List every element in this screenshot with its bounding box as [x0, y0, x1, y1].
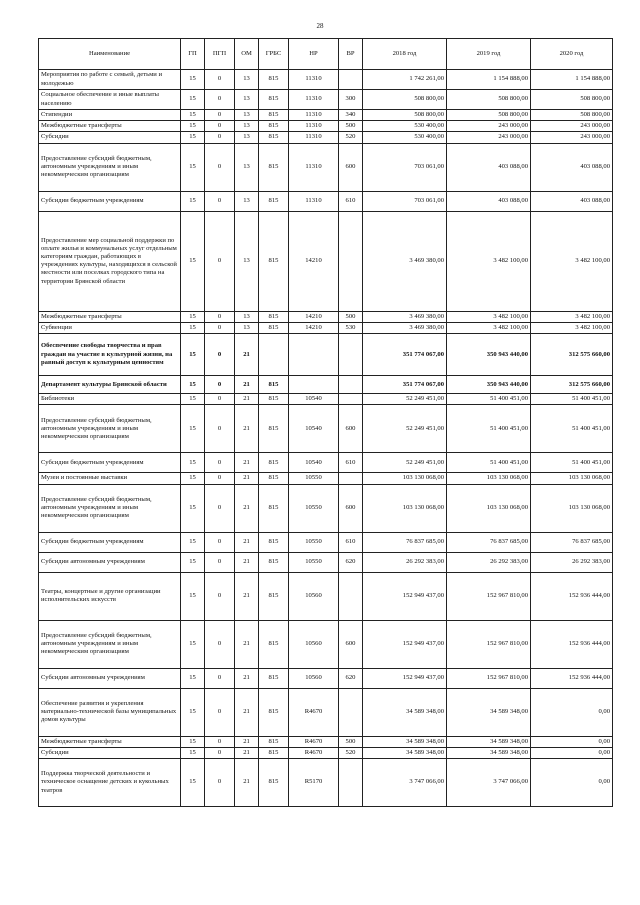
- cell-gp: 15: [181, 484, 205, 532]
- table-row: [39, 394, 613, 405]
- table-row: [39, 121, 613, 132]
- cell-vr: 520: [339, 132, 363, 143]
- cell-y2020: 243 000,00: [531, 121, 613, 132]
- cell-vr: 610: [339, 532, 363, 552]
- table-row: [39, 759, 613, 807]
- cell-y2020: 152 936 444,00: [531, 620, 613, 668]
- header-cell: 2019 год: [447, 39, 531, 70]
- cell-name: Библиотеки: [39, 394, 181, 405]
- cell-nr: 11310: [289, 121, 339, 132]
- cell-grbs: 815: [259, 322, 289, 333]
- cell-y2020: 51 400 451,00: [531, 453, 613, 473]
- cell-grbs: 815: [259, 191, 289, 211]
- cell-y2019: 3 482 100,00: [447, 211, 531, 311]
- cell-y2018: 52 249 451,00: [363, 453, 447, 473]
- cell-pgp: 0: [205, 191, 235, 211]
- cell-pgp: 0: [205, 688, 235, 736]
- cell-om: 21: [235, 473, 259, 484]
- cell-y2019: 51 400 451,00: [447, 405, 531, 453]
- cell-y2020: 0,00: [531, 688, 613, 736]
- cell-om: 21: [235, 759, 259, 807]
- cell-vr: 500: [339, 736, 363, 747]
- cell-vr: 600: [339, 143, 363, 191]
- cell-y2020: 3 482 100,00: [531, 322, 613, 333]
- cell-y2019: 403 088,00: [447, 143, 531, 191]
- cell-name: Субсидии автономным учреждениям: [39, 552, 181, 572]
- cell-pgp: 0: [205, 532, 235, 552]
- cell-vr: 610: [339, 191, 363, 211]
- cell-name: Субсидии автономным учреждениям: [39, 668, 181, 688]
- cell-y2018: 34 589 348,00: [363, 688, 447, 736]
- cell-y2020: 508 800,00: [531, 90, 613, 110]
- cell-y2018: 703 061,00: [363, 191, 447, 211]
- cell-pgp: 0: [205, 394, 235, 405]
- cell-om: 21: [235, 736, 259, 747]
- cell-vr: 520: [339, 747, 363, 758]
- cell-om: 21: [235, 552, 259, 572]
- cell-gp: 15: [181, 132, 205, 143]
- cell-om: 21: [235, 668, 259, 688]
- cell-y2018: 351 774 067,00: [363, 334, 447, 376]
- cell-y2018: 3 469 380,00: [363, 322, 447, 333]
- cell-om: 13: [235, 121, 259, 132]
- cell-nr: 14210: [289, 322, 339, 333]
- cell-gp: 15: [181, 688, 205, 736]
- cell-vr: 600: [339, 620, 363, 668]
- cell-om: 21: [235, 484, 259, 532]
- cell-nr: R4670: [289, 688, 339, 736]
- cell-grbs: 815: [259, 132, 289, 143]
- header-cell: ОМ: [235, 39, 259, 70]
- cell-nr: 10540: [289, 394, 339, 405]
- cell-pgp: 0: [205, 668, 235, 688]
- header-cell: ГП: [181, 39, 205, 70]
- cell-y2019: 1 154 888,00: [447, 70, 531, 90]
- cell-pgp: 0: [205, 121, 235, 132]
- cell-nr: 10560: [289, 572, 339, 620]
- cell-vr: 620: [339, 668, 363, 688]
- cell-y2019: 51 400 451,00: [447, 394, 531, 405]
- cell-om: 13: [235, 132, 259, 143]
- cell-gp: 15: [181, 143, 205, 191]
- cell-y2020: 103 130 068,00: [531, 473, 613, 484]
- cell-vr: 600: [339, 405, 363, 453]
- cell-y2018: 351 774 067,00: [363, 376, 447, 394]
- cell-pgp: 0: [205, 211, 235, 311]
- cell-grbs: 815: [259, 211, 289, 311]
- cell-y2018: 76 837 685,00: [363, 532, 447, 552]
- cell-nr: 10550: [289, 532, 339, 552]
- cell-y2018: 703 061,00: [363, 143, 447, 191]
- cell-name: Предоставление субсидий бюджетным, автономным учреждениям и иным некоммерческим организациям: [39, 143, 181, 191]
- cell-grbs: 815: [259, 453, 289, 473]
- cell-gp: 15: [181, 70, 205, 90]
- cell-y2018: 26 292 383,00: [363, 552, 447, 572]
- table-row: [39, 132, 613, 143]
- cell-grbs: 815: [259, 70, 289, 90]
- cell-vr: 620: [339, 552, 363, 572]
- cell-y2020: 1 154 888,00: [531, 70, 613, 90]
- cell-grbs: 815: [259, 572, 289, 620]
- budget-table: [38, 38, 613, 807]
- cell-y2020: 312 575 660,00: [531, 334, 613, 376]
- cell-y2018: 152 949 437,00: [363, 572, 447, 620]
- header-cell: ПГП: [205, 39, 235, 70]
- cell-y2018: 508 800,00: [363, 110, 447, 121]
- cell-nr: [289, 376, 339, 394]
- cell-vr: [339, 70, 363, 90]
- table-row: [39, 110, 613, 121]
- cell-pgp: 0: [205, 311, 235, 322]
- cell-om: 21: [235, 688, 259, 736]
- cell-grbs: 815: [259, 484, 289, 532]
- cell-name: Субсидии: [39, 132, 181, 143]
- cell-om: 13: [235, 311, 259, 322]
- cell-name: Обеспечение развития и укрепления материально-технической базы муниципальных домов культуры: [39, 688, 181, 736]
- cell-y2020: 26 292 383,00: [531, 552, 613, 572]
- cell-grbs: 815: [259, 688, 289, 736]
- cell-grbs: 815: [259, 668, 289, 688]
- cell-y2018: 34 589 348,00: [363, 747, 447, 758]
- cell-gp: 15: [181, 473, 205, 484]
- cell-gp: 15: [181, 620, 205, 668]
- cell-y2019: 152 967 810,00: [447, 668, 531, 688]
- cell-y2020: 243 000,00: [531, 132, 613, 143]
- cell-name: Предоставление мер социальной поддержки по оплате жилья и коммунальных услуг отдельным категориям граждан, работающих в учреждениях культуры, находящихся в сельской местности или поселках городского типа на территории Брянской области: [39, 211, 181, 311]
- table-row: [39, 334, 613, 376]
- cell-nr: 14210: [289, 211, 339, 311]
- cell-y2020: 51 400 451,00: [531, 405, 613, 453]
- cell-nr: 14210: [289, 311, 339, 322]
- cell-gp: 15: [181, 311, 205, 322]
- cell-vr: 600: [339, 484, 363, 532]
- cell-om: 13: [235, 211, 259, 311]
- cell-gp: 15: [181, 453, 205, 473]
- cell-y2019: 508 800,00: [447, 110, 531, 121]
- cell-om: 21: [235, 405, 259, 453]
- table-row: [39, 532, 613, 552]
- cell-pgp: 0: [205, 453, 235, 473]
- cell-grbs: 815: [259, 376, 289, 394]
- cell-gp: 15: [181, 90, 205, 110]
- cell-name: Субвенции: [39, 322, 181, 333]
- cell-y2018: 103 130 068,00: [363, 473, 447, 484]
- cell-vr: [339, 688, 363, 736]
- cell-pgp: 0: [205, 90, 235, 110]
- cell-gp: 15: [181, 552, 205, 572]
- cell-y2018: 34 589 348,00: [363, 736, 447, 747]
- cell-nr: 11310: [289, 191, 339, 211]
- cell-nr: 11310: [289, 70, 339, 90]
- cell-y2020: 3 482 100,00: [531, 311, 613, 322]
- cell-vr: 500: [339, 311, 363, 322]
- table-row: [39, 572, 613, 620]
- cell-nr: 10550: [289, 552, 339, 572]
- cell-pgp: 0: [205, 132, 235, 143]
- cell-name: Субсидии бюджетным учреждениям: [39, 191, 181, 211]
- cell-y2019: 3 747 066,00: [447, 759, 531, 807]
- table-row: [39, 552, 613, 572]
- table-row: [39, 376, 613, 394]
- cell-y2018: 530 400,00: [363, 121, 447, 132]
- table-row: [39, 70, 613, 90]
- cell-name: Субсидии: [39, 747, 181, 758]
- cell-y2020: 51 400 451,00: [531, 394, 613, 405]
- header-cell: 2020 год: [531, 39, 613, 70]
- cell-pgp: 0: [205, 572, 235, 620]
- header-cell: ВР: [339, 39, 363, 70]
- cell-y2018: 3 747 066,00: [363, 759, 447, 807]
- table-row: [39, 143, 613, 191]
- cell-vr: [339, 211, 363, 311]
- cell-grbs: 815: [259, 143, 289, 191]
- page-number: 28: [316, 22, 324, 30]
- cell-nr: 10540: [289, 453, 339, 473]
- table-row: [39, 322, 613, 333]
- cell-grbs: 815: [259, 532, 289, 552]
- cell-om: 21: [235, 532, 259, 552]
- table-row: [39, 311, 613, 322]
- cell-y2018: 508 800,00: [363, 90, 447, 110]
- table-row: [39, 688, 613, 736]
- cell-om: 21: [235, 394, 259, 405]
- cell-grbs: 815: [259, 620, 289, 668]
- table-row: [39, 736, 613, 747]
- cell-grbs: 815: [259, 405, 289, 453]
- cell-y2018: 152 949 437,00: [363, 668, 447, 688]
- cell-grbs: 815: [259, 121, 289, 132]
- cell-vr: 610: [339, 453, 363, 473]
- cell-pgp: 0: [205, 322, 235, 333]
- cell-y2020: 152 936 444,00: [531, 572, 613, 620]
- cell-gp: 15: [181, 736, 205, 747]
- cell-pgp: 0: [205, 110, 235, 121]
- cell-y2018: 3 469 380,00: [363, 211, 447, 311]
- cell-om: 13: [235, 143, 259, 191]
- cell-y2020: 152 936 444,00: [531, 668, 613, 688]
- cell-name: Предоставление субсидий бюджетным, автономным учреждениям и иным некоммерческим организациям: [39, 484, 181, 532]
- header-cell: ГРБС: [259, 39, 289, 70]
- cell-gp: 15: [181, 668, 205, 688]
- cell-nr: 10550: [289, 473, 339, 484]
- cell-pgp: 0: [205, 334, 235, 376]
- cell-vr: [339, 394, 363, 405]
- table-header-row: [39, 39, 613, 70]
- cell-name: Театры, концертные и другие организации исполнительских искусств: [39, 572, 181, 620]
- cell-vr: [339, 334, 363, 376]
- cell-y2020: 76 837 685,00: [531, 532, 613, 552]
- cell-nr: 11310: [289, 90, 339, 110]
- cell-name: Субсидии бюджетным учреждениям: [39, 532, 181, 552]
- cell-y2019: 103 130 068,00: [447, 484, 531, 532]
- cell-grbs: 815: [259, 311, 289, 322]
- cell-om: 13: [235, 90, 259, 110]
- table-row: [39, 405, 613, 453]
- cell-y2018: 52 249 451,00: [363, 394, 447, 405]
- cell-gp: 15: [181, 322, 205, 333]
- cell-nr: [289, 334, 339, 376]
- cell-grbs: [259, 334, 289, 376]
- cell-y2019: 34 589 348,00: [447, 747, 531, 758]
- cell-pgp: 0: [205, 143, 235, 191]
- cell-y2018: 3 469 380,00: [363, 311, 447, 322]
- cell-y2019: 243 000,00: [447, 121, 531, 132]
- cell-pgp: 0: [205, 747, 235, 758]
- cell-pgp: 0: [205, 473, 235, 484]
- cell-y2019: 34 589 348,00: [447, 688, 531, 736]
- cell-name: Межбюджетные трансферты: [39, 311, 181, 322]
- cell-pgp: 0: [205, 759, 235, 807]
- cell-y2019: 152 967 810,00: [447, 572, 531, 620]
- cell-vr: [339, 473, 363, 484]
- cell-nr: 10560: [289, 620, 339, 668]
- cell-nr: R4670: [289, 736, 339, 747]
- cell-grbs: 815: [259, 394, 289, 405]
- cell-y2019: 34 589 348,00: [447, 736, 531, 747]
- cell-pgp: 0: [205, 70, 235, 90]
- cell-om: 21: [235, 620, 259, 668]
- cell-y2020: 3 482 100,00: [531, 211, 613, 311]
- cell-grbs: 815: [259, 552, 289, 572]
- cell-nr: R4670: [289, 747, 339, 758]
- cell-gp: 15: [181, 747, 205, 758]
- cell-nr: 11310: [289, 132, 339, 143]
- cell-grbs: 815: [259, 736, 289, 747]
- table-row: [39, 90, 613, 110]
- cell-name: Департамент культуры Брянской области: [39, 376, 181, 394]
- cell-grbs: 815: [259, 473, 289, 484]
- cell-y2019: 508 800,00: [447, 90, 531, 110]
- cell-y2018: 1 742 261,00: [363, 70, 447, 90]
- cell-om: 13: [235, 110, 259, 121]
- table-row: [39, 211, 613, 311]
- cell-om: 13: [235, 191, 259, 211]
- table-row: [39, 191, 613, 211]
- cell-vr: [339, 572, 363, 620]
- table-row: [39, 473, 613, 484]
- cell-vr: 300: [339, 90, 363, 110]
- header-cell: 2018 год: [363, 39, 447, 70]
- cell-gp: 15: [181, 394, 205, 405]
- table-row: [39, 453, 613, 473]
- cell-vr: [339, 759, 363, 807]
- header-cell: Наименование: [39, 39, 181, 70]
- cell-grbs: 815: [259, 747, 289, 758]
- cell-gp: 15: [181, 759, 205, 807]
- cell-name: Обеспечение свободы творчества и прав граждан на участие в культурной жизни, на равный доступ к культурным ценностям: [39, 334, 181, 376]
- table-row: [39, 747, 613, 758]
- cell-pgp: 0: [205, 620, 235, 668]
- cell-name: Стипендии: [39, 110, 181, 121]
- cell-y2020: 0,00: [531, 747, 613, 758]
- cell-y2019: 26 292 383,00: [447, 552, 531, 572]
- cell-y2018: 103 130 068,00: [363, 484, 447, 532]
- cell-y2019: 350 943 440,00: [447, 376, 531, 394]
- cell-vr: [339, 376, 363, 394]
- cell-vr: 500: [339, 121, 363, 132]
- cell-gp: 15: [181, 334, 205, 376]
- cell-name: Предоставление субсидий бюджетным, автономным учреждениям и иным некоммерческим организациям: [39, 620, 181, 668]
- cell-y2019: 51 400 451,00: [447, 453, 531, 473]
- cell-pgp: 0: [205, 405, 235, 453]
- cell-y2018: 530 400,00: [363, 132, 447, 143]
- cell-y2018: 152 949 437,00: [363, 620, 447, 668]
- table-row: [39, 484, 613, 532]
- cell-om: 21: [235, 747, 259, 758]
- cell-grbs: 815: [259, 759, 289, 807]
- cell-om: 21: [235, 376, 259, 394]
- cell-name: Социальное обеспечение и иные выплаты населению: [39, 90, 181, 110]
- cell-name: Предоставление субсидий бюджетным, автономным учреждениям и иным некоммерческим организациям: [39, 405, 181, 453]
- cell-name: Межбюджетные трансферты: [39, 121, 181, 132]
- cell-y2019: 152 967 810,00: [447, 620, 531, 668]
- cell-y2020: 403 088,00: [531, 191, 613, 211]
- cell-y2019: 243 000,00: [447, 132, 531, 143]
- cell-vr: 340: [339, 110, 363, 121]
- cell-gp: 15: [181, 211, 205, 311]
- cell-om: 21: [235, 572, 259, 620]
- cell-y2019: 76 837 685,00: [447, 532, 531, 552]
- cell-gp: 15: [181, 572, 205, 620]
- cell-y2019: 103 130 068,00: [447, 473, 531, 484]
- cell-name: Музеи и постоянные выставки: [39, 473, 181, 484]
- cell-y2020: 0,00: [531, 759, 613, 807]
- cell-om: 13: [235, 322, 259, 333]
- cell-name: Мероприятия по работе с семьей, детьми и молодежью: [39, 70, 181, 90]
- cell-y2020: 508 800,00: [531, 110, 613, 121]
- header-cell: НР: [289, 39, 339, 70]
- cell-y2019: 350 943 440,00: [447, 334, 531, 376]
- cell-nr: 10540: [289, 405, 339, 453]
- cell-y2020: 312 575 660,00: [531, 376, 613, 394]
- cell-nr: 11310: [289, 110, 339, 121]
- cell-y2018: 52 249 451,00: [363, 405, 447, 453]
- cell-nr: 10560: [289, 668, 339, 688]
- cell-y2019: 3 482 100,00: [447, 311, 531, 322]
- cell-pgp: 0: [205, 552, 235, 572]
- cell-y2019: 3 482 100,00: [447, 322, 531, 333]
- cell-y2020: 0,00: [531, 736, 613, 747]
- cell-nr: R5170: [289, 759, 339, 807]
- table-row: [39, 620, 613, 668]
- cell-gp: 15: [181, 376, 205, 394]
- cell-gp: 15: [181, 405, 205, 453]
- cell-gp: 15: [181, 110, 205, 121]
- cell-om: 21: [235, 334, 259, 376]
- cell-pgp: 0: [205, 484, 235, 532]
- cell-grbs: 815: [259, 90, 289, 110]
- cell-nr: 10550: [289, 484, 339, 532]
- cell-gp: 15: [181, 191, 205, 211]
- cell-grbs: 815: [259, 110, 289, 121]
- cell-name: Межбюджетные трансферты: [39, 736, 181, 747]
- table-row: [39, 668, 613, 688]
- cell-y2019: 403 088,00: [447, 191, 531, 211]
- cell-gp: 15: [181, 121, 205, 132]
- cell-om: 13: [235, 70, 259, 90]
- cell-y2020: 403 088,00: [531, 143, 613, 191]
- cell-om: 21: [235, 453, 259, 473]
- cell-pgp: 0: [205, 376, 235, 394]
- cell-y2020: 103 130 068,00: [531, 484, 613, 532]
- cell-gp: 15: [181, 532, 205, 552]
- cell-nr: 11310: [289, 143, 339, 191]
- cell-name: Поддержка творческой деятельности и техническое оснащение детских и кукольных театров: [39, 759, 181, 807]
- cell-name: Субсидии бюджетным учреждениям: [39, 453, 181, 473]
- cell-vr: 530: [339, 322, 363, 333]
- cell-pgp: 0: [205, 736, 235, 747]
